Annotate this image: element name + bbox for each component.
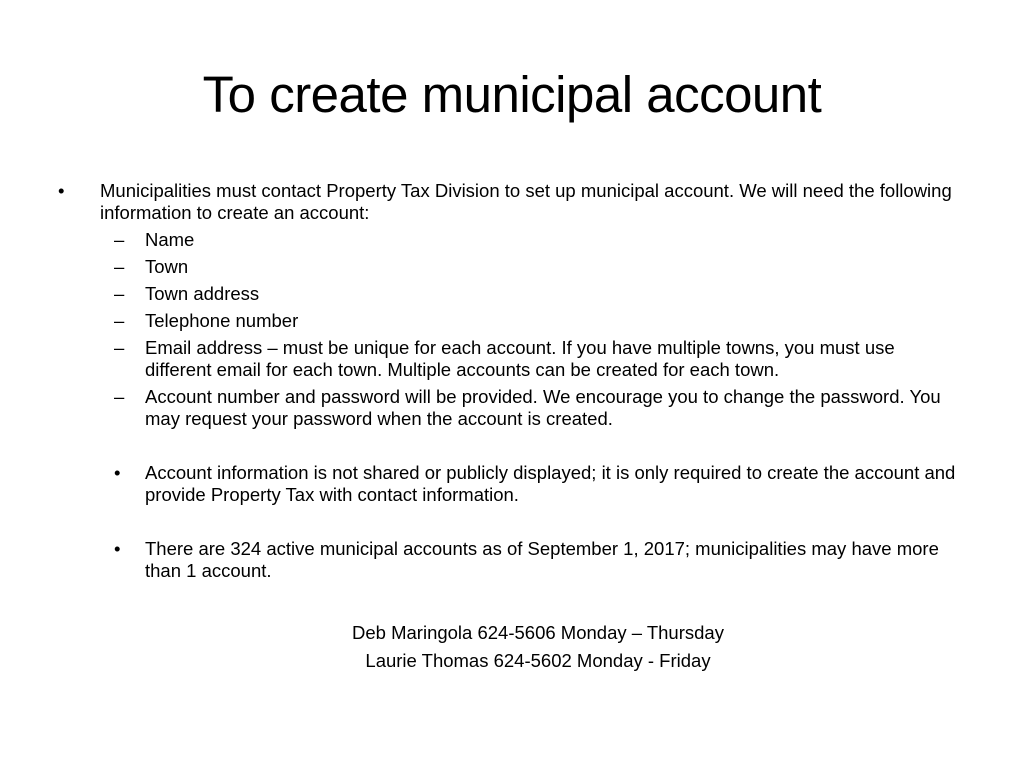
main-bullet [58,180,958,224]
required-info-item-town [58,256,958,278]
dash-marker: – [114,337,125,358]
dash-marker: – [114,256,125,277]
bullet-marker: • [58,180,65,201]
bullet-marker: • [114,538,121,559]
bullet-marker: • [114,462,121,483]
dash-marker: – [114,229,125,250]
slide-body [58,180,958,582]
note-privacy [58,462,958,506]
note-account-count [58,538,958,582]
required-info-text: Account number and password will be provided. We encourage you to change the password. You may request your password when the account is created. [145,386,941,429]
dash-marker: – [114,386,125,407]
required-info-item-telephone [58,310,958,332]
contact-line: Deb Maringola 624-5606 Monday – Thursday [352,622,724,643]
dash-marker: – [114,310,125,331]
required-info-item-town-address [58,283,958,305]
required-info-text: Email address – must be unique for each account. If you have multiple towns, you must use different email for each town. Multiple accounts can be created for each town. [145,337,895,380]
required-info-text: Town address [145,283,260,304]
required-info-item-email [58,337,958,381]
required-info-text: Name [145,229,195,250]
main-bullet-text: Municipalities must contact Property Tax Division to set up municipal account. We will need the following information to create an account: [100,180,952,223]
required-info-text: Town [145,256,189,277]
required-info-text: Telephone number [145,310,299,331]
required-info-item-account-number [58,386,958,430]
contacts [0,619,1024,675]
note-text: There are 324 active municipal accounts as of September 1, 2017; municipalities may have more than 1 account. [145,538,939,581]
contact-line: Laurie Thomas 624-5602 Monday - Friday [365,650,711,671]
required-info-item-name [58,229,958,251]
slide-title: To create municipal account [202,66,822,123]
note-text: Account information is not shared or publicly displayed; it is only required to create the account and provide Property Tax with contact information. [145,462,956,505]
dash-marker: – [114,283,125,304]
